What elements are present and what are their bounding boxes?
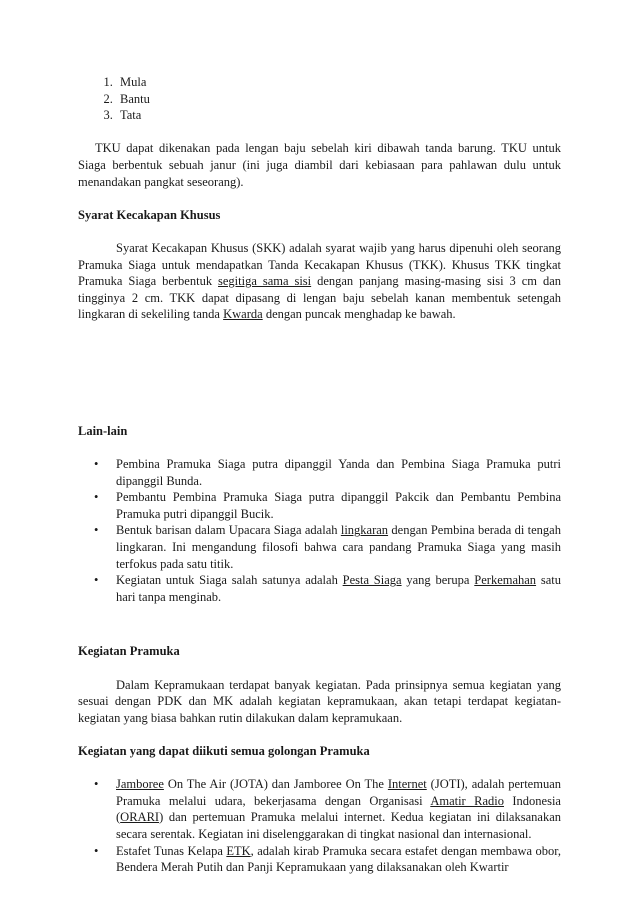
list-item <box>116 843 561 876</box>
list-item: 3. Tata <box>116 107 561 124</box>
j-text-2: (JOTI), adalah pertemuan Pramuka melalui udara, bekerjasama dengan Organisasi <box>116 777 561 808</box>
link-lingkaran[interactable]: lingkaran <box>340 523 389 538</box>
j-text-1: On The Air (JOTA) dan Jamboree On The <box>163 777 388 792</box>
e-text-2: , adalah kirab Pramuka secara estafet dengan membawa obor, Bendera Merah Putih dan Panji Kepramukaan yang dilaksanakan oleh Kwartir <box>116 843 562 875</box>
link-orari[interactable]: ORARI <box>120 810 160 825</box>
link-segitiga-sama-sisi[interactable]: segitiga sama sisi <box>218 274 312 289</box>
e-text-1: Estafet Tunas Kelapa <box>116 843 227 858</box>
golongan-list <box>78 776 561 876</box>
skk-text-2: dengan panjang masing-masing sisi 3 cm dan tingginya 2 cm. TKK dapat dipasang di lengan baju sebelah kanan membentuk setengah lingkaran di sekeliling tanda <box>78 274 562 322</box>
skk-text-3: dengan puncak menghadap ke bawah. <box>262 307 456 322</box>
tku-paragraph: TKU dapat dikenakan pada lengan baju sebelah kiri dibawah tanda barung. TKU untuk Siaga berbentuk sebuah janur (ini juga diambil dari kebiasaan para pahlawan dulu untuk menandakan pangkat seseorang). <box>78 141 561 189</box>
list-item: 2. Bantu <box>116 91 561 108</box>
b3-text-2: dengan Pembina berada di tengah lingkaran. Ini mengandung filosofi bahwa cara pandang Pramuka Siaga yang masih terfokus pada satu titik. <box>116 523 561 571</box>
b4-text-1: Kegiatan untuk Siaga salah satunya adalah <box>116 573 343 588</box>
link-jamboree[interactable]: Jamboree <box>116 777 164 792</box>
list-item <box>116 572 561 605</box>
j-text-4: ) dan pertemuan Pramuka melalui internet. Kedua kegiatan ini dilaksanakan secara serentak. Kegiatan ini diselenggarakan di tingkat nasional dan internasional. <box>116 810 561 841</box>
kegiatan-paragraph: Dalam Kepramukaan terdapat banyak kegiatan. Pada prinsipnya semua kegiatan yang sesuai dengan PDK dan MK adalah kegiatan kepramukaan, akan tetapi terdapat kegiatan-kegiatan yang biasa bahkan rutin dilakukan dalam kepramukaan. <box>78 677 561 725</box>
b4-text-2: yang berupa <box>401 573 475 588</box>
j-text-3: Indonesia ( <box>116 793 561 825</box>
golongan-heading: Kegiatan yang dapat diikuti semua golongan Pramuka <box>78 744 370 758</box>
link-pesta-siaga[interactable]: Pesta Siaga <box>342 573 402 588</box>
b4-text-3: satu hari tanpa menginab. <box>116 573 561 604</box>
document-body <box>78 74 561 876</box>
tingkat-list <box>78 74 561 124</box>
skk-paragraph <box>78 240 561 323</box>
link-perkemahan[interactable]: Perkemahan <box>474 573 537 588</box>
list-item <box>116 522 561 572</box>
list-item: • Pembantu Pembina Pramuka Siaga putra dipanggil Pakcik dan Pembantu Pembina Pramuka putri dipanggil Bucik. <box>116 489 561 522</box>
b3-text-1: Bentuk barisan dalam Upacara Siaga adalah <box>116 523 341 538</box>
link-kwarda[interactable]: Kwarda <box>223 307 263 322</box>
skk-heading: Syarat Kecakapan Khusus <box>78 207 221 222</box>
link-internet[interactable]: Internet <box>387 777 427 792</box>
list-item <box>116 776 561 842</box>
blank-space <box>78 323 561 423</box>
lain-heading: Lain-lain <box>78 423 128 438</box>
link-etk[interactable]: ETK <box>226 843 251 858</box>
list-item: 1. Mula <box>116 74 561 91</box>
link-amatir-radio[interactable]: Amatir Radio <box>430 793 504 808</box>
list-item: • Pembina Pramuka Siaga putra dipanggil Yanda dan Pembina Siaga Pramuka putri dipanggil Bunda. <box>116 456 561 489</box>
skk-text-1: Syarat Kecakapan Khusus (SKK) adalah syarat wajib yang harus dipenuhi oleh seorang Pramuka Siaga untuk mendapatkan Tanda Kecakapan Khusus (TKK). Khusus TKK tingkat Pramuka Siaga berbentuk <box>78 240 561 289</box>
kegiatan-heading: Kegiatan Pramuka <box>78 644 180 659</box>
lain-list <box>78 456 561 605</box>
